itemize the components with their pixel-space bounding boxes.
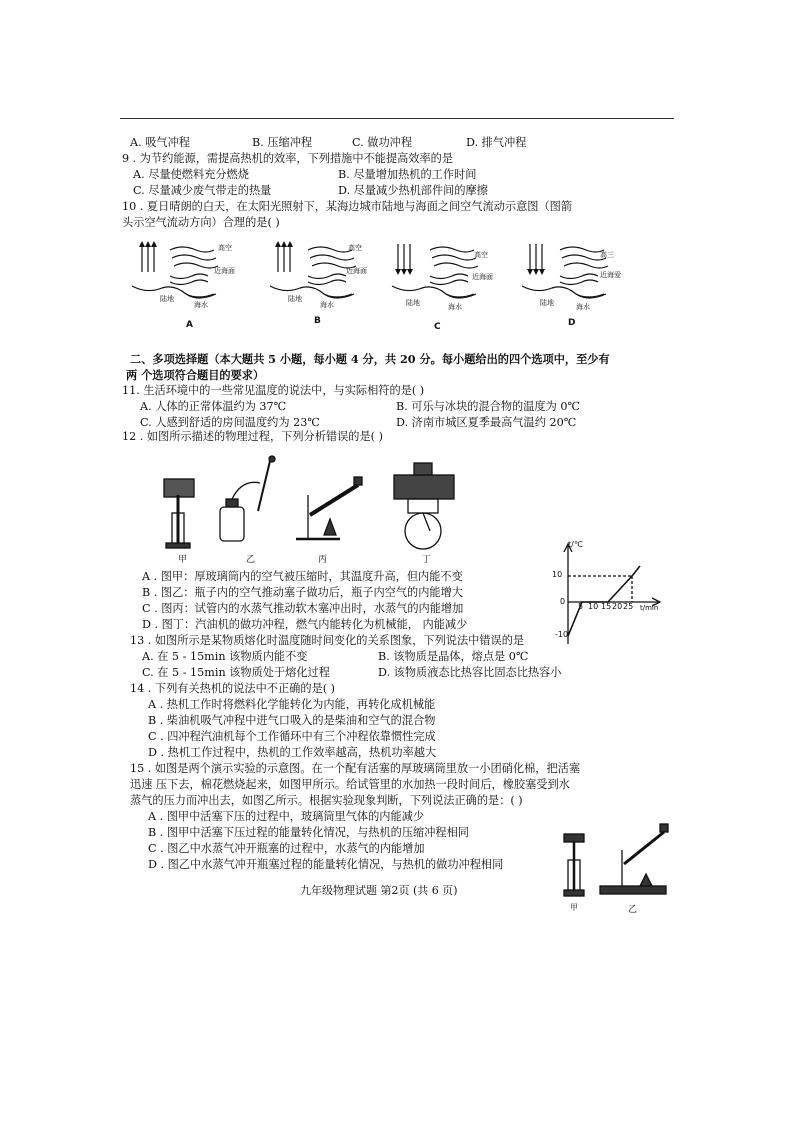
q10-panel-b-graphic <box>270 244 356 298</box>
q10-c-letter: C <box>434 322 441 332</box>
q10-d-letter: D <box>568 318 576 328</box>
q8-option-c: C. 做功冲程 <box>352 136 413 149</box>
q14-option-c: C . 四冲程汽油机每个工作循环中有三个冲程依靠惯性完成 <box>148 730 436 743</box>
q12-option-c: C . 图丙：试管内的水蒸气推动软木塞冲出时，水蒸气的内能增加 <box>142 602 464 615</box>
q11-option-b: B. 可乐与冰块的混合物的温度为 0℃ <box>396 400 580 413</box>
q15-figure-jia <box>564 834 584 896</box>
q12-apparatus-figures <box>158 455 478 555</box>
q10-b-letter: B <box>314 316 321 326</box>
q12-option-d: D . 图丁：汽油机的做功冲程，燃气内能转化为机械能， 内能减少 <box>142 618 468 631</box>
q10-c-sea: 海水 <box>448 303 462 311</box>
graph-ytick-neg10: -10 <box>555 630 569 639</box>
graph-xtick-10: 10 <box>588 602 599 611</box>
section2-heading-line2: 两 个选项符合题目的要求） <box>126 368 265 382</box>
graph-xtick-5: 5 <box>578 602 584 611</box>
q15-option-a: A . 图甲中活塞下压的过程中，玻璃筒里气体的内能减少 <box>148 810 425 823</box>
q12-stem: 12 . 如图所示描述的物理过程，下列分析错误的是( ) <box>122 430 383 443</box>
q12-figure-bing <box>296 477 362 539</box>
q12-option-b: B . 图乙：瓶子内的空气推动塞子做功后，瓶子内空气的内能增大 <box>142 586 463 599</box>
q14-stem: 14 . 下列有关热机的说法中不正确的是( ) <box>130 682 336 695</box>
q10-panel-d-graphic <box>522 244 608 298</box>
q12-label-ding: 丁 <box>422 555 432 565</box>
graph-ylabel: t/℃ <box>568 540 583 549</box>
q9-stem: 9 . 为节约能源，需提高热机的效率，下列措施中不能提高效率的是 <box>122 152 454 165</box>
graph-xlabel: t/min <box>640 604 659 612</box>
q9-option-c: C. 尽量减少废气带走的热量 <box>133 184 272 197</box>
q10-b-land: 陆地 <box>288 295 302 303</box>
page-footer: 九年级物理试题 第2页 (共 6 页) <box>300 884 458 897</box>
q12-figure-jia <box>164 479 194 548</box>
q13-option-a: A. 在 5 - 15min 该物质内能不变 <box>142 650 308 663</box>
q15-figure-yi <box>600 824 668 894</box>
q10-stem-line2: 头示空气流动方向）合理的是( ) <box>122 216 280 229</box>
q12-figure-yi <box>220 456 275 541</box>
header-rule <box>120 118 674 119</box>
q9-option-d: D. 尽量减少热机部件间的摩擦 <box>338 184 488 197</box>
q10-stem-line1: 10 . 夏日晴朗的白天，在太阳光照射下，某海边城市陆地与海面之间空气流动示意图（图箭 <box>122 200 573 213</box>
q10-d-sea-surface: 近海爱 <box>600 271 621 279</box>
q10-c-sea-surface: 近海面 <box>472 273 493 281</box>
graph-xtick-25: 25 <box>623 602 634 611</box>
q10-a-letter: A <box>186 320 193 330</box>
q14-option-d: D . 热机工作过程中，热机的工作效率越高，热机功率越大 <box>148 746 437 759</box>
q15-option-d: D . 图乙中水蒸气冲开瓶塞过程的能量转化情况，与热机的做功冲程相同 <box>148 858 504 871</box>
q15-label-jia: 甲 <box>570 903 578 912</box>
q12-label-yi: 乙 <box>246 555 256 565</box>
q10-b-sea: 海水 <box>320 301 334 309</box>
q14-option-b: B . 柴油机吸气冲程中进气口吸入的是柴油和空气的混合物 <box>148 714 436 727</box>
q15-apparatus-figures <box>560 820 680 910</box>
q15-option-b: B . 图甲中活塞下压过程的能量转化情况，与热机的压缩冲程相同 <box>148 826 469 839</box>
q15-stem-line2: 迅速 压下去，棉花燃烧起来，如图甲所示。给试管里的水加热一段时间后，橡胶塞受到水 <box>130 778 570 791</box>
q15-option-c: C . 图乙中水蒸气冲开瓶塞的过程中，水蒸气的内能增加 <box>148 842 425 855</box>
q10-panel-c-graphic <box>392 244 478 298</box>
q8-option-d: D. 排气冲程 <box>466 136 527 149</box>
q13-option-d: D. 该物质液态比热容比固态比热容小 <box>378 666 562 679</box>
q11-stem: 11. 生活环境中的一些常见温度的说法中，与实际相符的是( ) <box>122 384 425 397</box>
q8-option-a: A. 吸气冲程 <box>130 136 190 149</box>
q12-figure-ding <box>394 463 454 549</box>
q10-c-sky: 高空 <box>474 251 488 259</box>
q9-option-a: A. 尽量使燃料充分燃烧 <box>133 168 249 181</box>
q10-d-sea: 海水 <box>576 303 590 311</box>
q9-option-b: B. 尽量增加热机的工作时间 <box>338 168 477 181</box>
q13-stem: 13 . 如图所示是某物质熔化时温度随时间变化的关系图象，下列说法中错误的是 <box>130 634 525 647</box>
q14-option-a: A . 热机工作时将燃料化学能转化为内能，再转化成机械能 <box>148 698 436 711</box>
q10-a-sea: 海水 <box>194 301 208 309</box>
q15-stem-line1: 15 . 如图是两个演示实验的示意图。在一个配有活塞的厚玻璃筒里放一小团硝化棉，把活塞 <box>130 762 581 775</box>
q15-stem-line3: 蒸气的压力而冲出去，如图乙所示。根据实验现象判断，下列说法正确的是：( ) <box>130 794 523 807</box>
q10-panel-a-graphic <box>132 244 218 298</box>
section2-heading-line1: 二、多项选择题（本大题共 5 小题，每小题 4 分，共 20 分。每小题给出的四个选项中，至少有 <box>130 352 610 366</box>
q10-a-sea-surface: 近海面 <box>214 267 235 275</box>
q15-label-yi: 乙 <box>628 905 638 915</box>
q10-d-sky: 高三 <box>600 251 614 259</box>
q11-option-a: A. 人体的正常体温约为 37℃ <box>140 400 287 413</box>
q13-option-b: B. 该物质是晶体，熔点是 0℃ <box>378 650 529 663</box>
q10-a-land: 陆地 <box>160 295 174 303</box>
q12-label-jia: 甲 <box>178 555 188 565</box>
q11-option-c: C. 人感到舒适的房间温度约为 23℃ <box>140 416 320 429</box>
q13-option-c: C. 在 5 - 15min 该物质处于熔化过程 <box>142 666 330 679</box>
q10-a-sky: 高空 <box>218 244 232 252</box>
q10-d-land: 陆地 <box>540 299 554 307</box>
q12-option-a: A . 图甲：厚玻璃筒内的空气被压缩时，其温度升高，但内能不变 <box>142 570 463 583</box>
q8-option-b: B. 压缩冲程 <box>252 136 313 149</box>
q10-c-land: 陆地 <box>406 299 420 307</box>
q12-label-bing: 丙 <box>318 555 328 565</box>
graph-xtick-20: 20 <box>612 602 623 611</box>
graph-ytick-0: 0 <box>560 597 566 606</box>
q10-b-sea-surface: 近海面 <box>346 267 367 275</box>
q11-option-d: D. 济南市城区夏季最高气温约 20℃ <box>396 416 577 429</box>
graph-ytick-10: 10 <box>552 570 563 579</box>
q10-b-sky: 高空 <box>348 244 362 252</box>
graph-xtick-15: 15 <box>601 602 612 611</box>
